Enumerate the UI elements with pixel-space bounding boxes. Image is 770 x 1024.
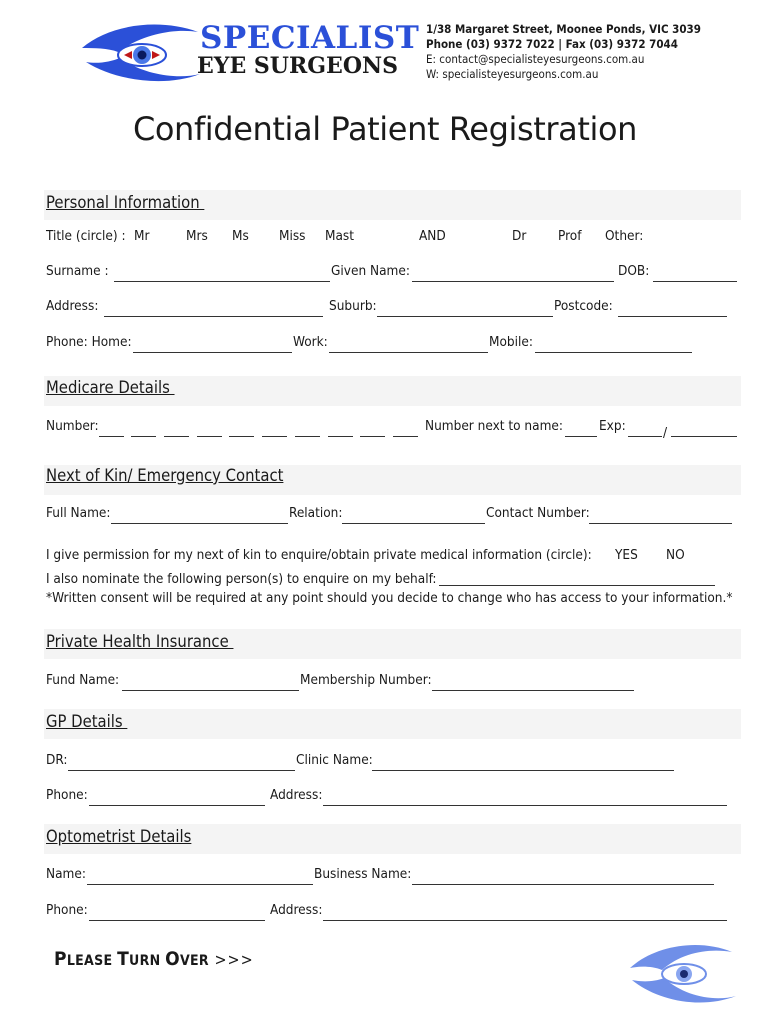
medicare-digit-5[interactable] — [229, 436, 254, 437]
dob-field[interactable] — [653, 281, 737, 282]
clinic-phone-fax: Phone (03) 9372 7022 | Fax (03) 9372 7044 — [426, 37, 678, 51]
medicare-digit-10[interactable] — [393, 436, 418, 437]
medicare-exp-slash: / — [663, 425, 668, 441]
section-band-gp — [44, 709, 741, 739]
work-label: Work: — [293, 334, 328, 350]
phone-home-field[interactable] — [133, 352, 292, 353]
given-name-label: Given Name: — [331, 263, 410, 279]
gp-phone-field[interactable] — [89, 805, 265, 806]
dob-label: DOB: — [618, 263, 650, 279]
title-option-mr[interactable]: Mr — [134, 228, 150, 244]
surname-field[interactable] — [114, 281, 330, 282]
optometrist-address-field[interactable] — [323, 920, 727, 921]
optometrist-name-field[interactable] — [87, 884, 313, 885]
clinic-website[interactable]: W: specialisteyesurgeons.com.au — [426, 67, 599, 81]
phone-home-label: Phone: Home: — [46, 334, 132, 350]
pto-please-rest: LEASE — [66, 953, 118, 969]
membership-number-field[interactable] — [432, 690, 634, 691]
title-option-and[interactable]: AND — [419, 228, 446, 244]
please-turn-over-note — [54, 948, 254, 970]
kin-contact-number-field[interactable] — [589, 523, 732, 524]
section-heading-insurance: Private Health Insurance — [46, 632, 234, 651]
optometrist-address-label: Address: — [270, 902, 323, 918]
optometrist-business-field[interactable] — [412, 884, 714, 885]
medicare-digit-7[interactable] — [295, 436, 320, 437]
kin-nominate-text: I also nominate the following person(s) to enquire on my behalf: — [46, 571, 437, 587]
title-option-mast[interactable]: Mast — [325, 228, 355, 244]
medicare-digit-2[interactable] — [131, 436, 156, 437]
work-field[interactable] — [329, 352, 488, 353]
membership-number-label: Membership Number: — [300, 672, 432, 688]
medicare-digit-4[interactable] — [197, 436, 222, 437]
medicare-exp-month-field[interactable] — [628, 436, 662, 437]
title-option-dr[interactable]: Dr — [512, 228, 527, 244]
medicare-exp-label: Exp: — [599, 418, 626, 434]
medicare-irn-field[interactable] — [565, 436, 597, 437]
section-heading-optometrist: Optometrist Details — [46, 827, 192, 846]
kin-relation-label: Relation: — [289, 505, 343, 521]
brand-name-line1: SPECIALIST — [200, 20, 420, 56]
brand-name-line2: EYE SURGEONS — [197, 53, 398, 79]
kin-permission-yes[interactable]: YES — [615, 547, 638, 563]
kin-full-name-field[interactable] — [111, 523, 288, 524]
medicare-digit-1[interactable] — [99, 436, 124, 437]
medicare-digit-3[interactable] — [164, 436, 189, 437]
mobile-field[interactable] — [535, 352, 692, 353]
pto-o-cap: O — [165, 948, 180, 970]
fund-name-label: Fund Name: — [46, 672, 120, 688]
optometrist-business-label: Business Name: — [314, 866, 412, 882]
medicare-number-next-label: Number next to name: — [425, 418, 563, 434]
kin-permission-text: I give permission for my next of kin to enquire/obtain private medical information (circle): — [46, 547, 592, 563]
address-field[interactable] — [104, 316, 323, 317]
gp-clinic-label: Clinic Name: — [296, 752, 373, 768]
section-heading-medicare: Medicare Details — [46, 378, 175, 397]
given-name-field[interactable] — [412, 281, 614, 282]
kin-relation-field[interactable] — [342, 523, 485, 524]
address-label: Address: — [46, 298, 99, 314]
gp-clinic-field[interactable] — [372, 770, 674, 771]
postcode-field[interactable] — [618, 316, 727, 317]
clinic-email[interactable]: E: contact@specialisteyesurgeons.com.au — [426, 52, 645, 66]
optometrist-phone-label: Phone: — [46, 902, 88, 918]
form-title: Confidential Patient Registration — [132, 110, 638, 148]
kin-permission-no[interactable]: NO — [666, 547, 685, 563]
section-heading-kin: Next of Kin/ Emergency Contact — [46, 466, 284, 485]
optometrist-phone-field[interactable] — [89, 920, 265, 921]
kin-consent-note: *Written consent will be required at any point should you decide to change who has access to your information.* — [46, 590, 733, 606]
clinic-contact-block — [426, 22, 701, 82]
section-heading-personal: Personal Information — [46, 193, 205, 212]
postcode-label: Postcode: — [554, 298, 613, 314]
gp-phone-label: Phone: — [46, 787, 88, 803]
kin-nominate-field[interactable] — [439, 585, 715, 586]
medicare-digit-6[interactable] — [262, 436, 287, 437]
medicare-digit-9[interactable] — [360, 436, 385, 437]
medicare-number-label: Number: — [46, 418, 99, 434]
title-option-mrs[interactable]: Mrs — [186, 228, 208, 244]
gp-address-label: Address: — [270, 787, 323, 803]
kin-full-name-label: Full Name: — [46, 505, 111, 521]
eye-hands-logo-small-icon — [628, 940, 740, 1008]
gp-dr-label: DR: — [46, 752, 68, 768]
medicare-digit-8[interactable] — [328, 436, 353, 437]
pto-over-rest: VER — [179, 953, 209, 969]
pto-t-cap: T — [117, 948, 130, 970]
optometrist-name-label: Name: — [46, 866, 86, 882]
surname-label: Surname : — [46, 263, 109, 279]
pto-arrows: >>> — [208, 950, 254, 969]
pto-p-cap: P — [54, 948, 67, 970]
mobile-label: Mobile: — [489, 334, 533, 350]
suburb-field[interactable] — [377, 316, 553, 317]
medicare-exp-year-field[interactable] — [671, 436, 737, 437]
clinic-address: 1/38 Margaret Street, Moonee Ponds, VIC 3039 — [426, 22, 701, 36]
suburb-label: Suburb: — [329, 298, 377, 314]
kin-contact-number-label: Contact Number: — [486, 505, 590, 521]
title-option-other[interactable]: Other: — [605, 228, 644, 244]
fund-name-field[interactable] — [122, 690, 299, 691]
section-heading-gp: GP Details — [46, 712, 128, 731]
title-option-prof[interactable]: Prof — [558, 228, 582, 244]
pto-turn-rest: URN — [129, 953, 166, 969]
gp-dr-field[interactable] — [68, 770, 295, 771]
title-option-miss[interactable]: Miss — [279, 228, 306, 244]
title-label: Title (circle) : — [46, 228, 126, 244]
title-option-ms[interactable]: Ms — [232, 228, 249, 244]
gp-address-field[interactable] — [323, 805, 727, 806]
